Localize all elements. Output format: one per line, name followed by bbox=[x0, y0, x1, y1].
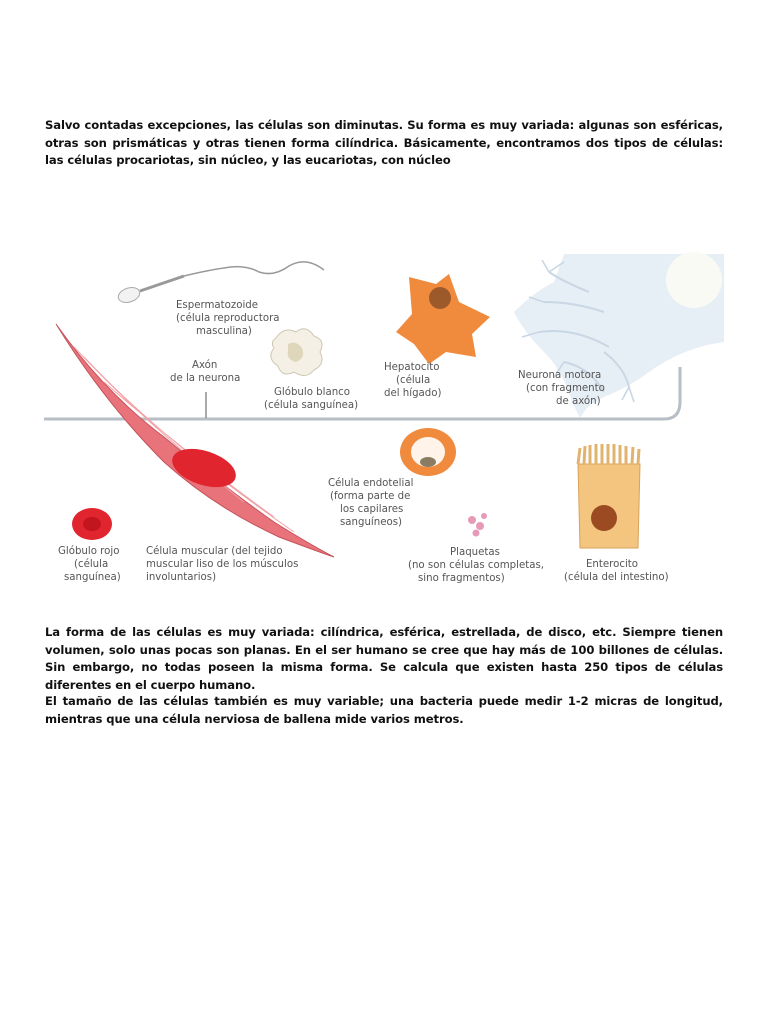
globulo-rojo-drawing bbox=[72, 508, 112, 540]
label-neurona: Neurona motora (con fragmento de axón) bbox=[518, 370, 605, 407]
plaquetas-drawing bbox=[468, 513, 487, 537]
espermatozoide-drawing bbox=[116, 262, 324, 305]
label-axon: Axón de la neurona bbox=[170, 360, 241, 384]
enterocito-drawing bbox=[578, 444, 640, 548]
hepatocito-drawing bbox=[396, 274, 490, 364]
label-endotelial: Célula endotelial (forma parte de los capilares sanguíneos) bbox=[328, 478, 414, 528]
label-enterocito: Enterocito (célula del intestino) bbox=[564, 559, 669, 583]
tamano-paragraph: El tamaño de las células también es muy variable; una bacteria puede medir 1-2 micras de longitud, mientras que una célula nerviosa de ballena mide varios metros. bbox=[45, 694, 723, 726]
label-muscular: Célula muscular (del tejido muscular liso de los músculos involuntarios) bbox=[146, 546, 299, 583]
celula-endotelial-drawing bbox=[400, 428, 456, 476]
intro-paragraph: Salvo contadas excepciones, las células son diminutas. Su forma es muy variada: algunas son esféricas, otras son prismáticas y otras tienen forma cilíndrica. Básicamente, encontramos dos tipos de células: las células procariotas, sin núcleo, y las eucariotas, con núcleo bbox=[45, 118, 723, 167]
forma-paragraph: La forma de las células es muy variada: cilíndrica, esférica, estrellada, de disco, etc. Siempre tienen volumen, solo unas pocas son planas. En el ser humano se cree que hay más de 100 billones de células. Sin embargo, no todas poseen la misma forma. Se calcula que existen hasta 250 tipos de células diferentes en el cuerpo humano. bbox=[45, 625, 723, 692]
label-espermatozoide: Espermatozoide (célula reproductora masculina) bbox=[176, 300, 280, 337]
label-globulo-rojo: Glóbulo rojo (célula sanguínea) bbox=[58, 546, 121, 583]
globulo-blanco-drawing bbox=[271, 329, 322, 376]
label-globulo-blanco: Glóbulo blanco (célula sanguínea) bbox=[264, 387, 359, 411]
label-plaquetas: Plaquetas (no son células completas, sino fragmentos) bbox=[408, 547, 545, 584]
cell-types-illustration bbox=[44, 252, 724, 594]
label-hepatocito: Hepatocito (célula del hígado) bbox=[384, 362, 442, 399]
